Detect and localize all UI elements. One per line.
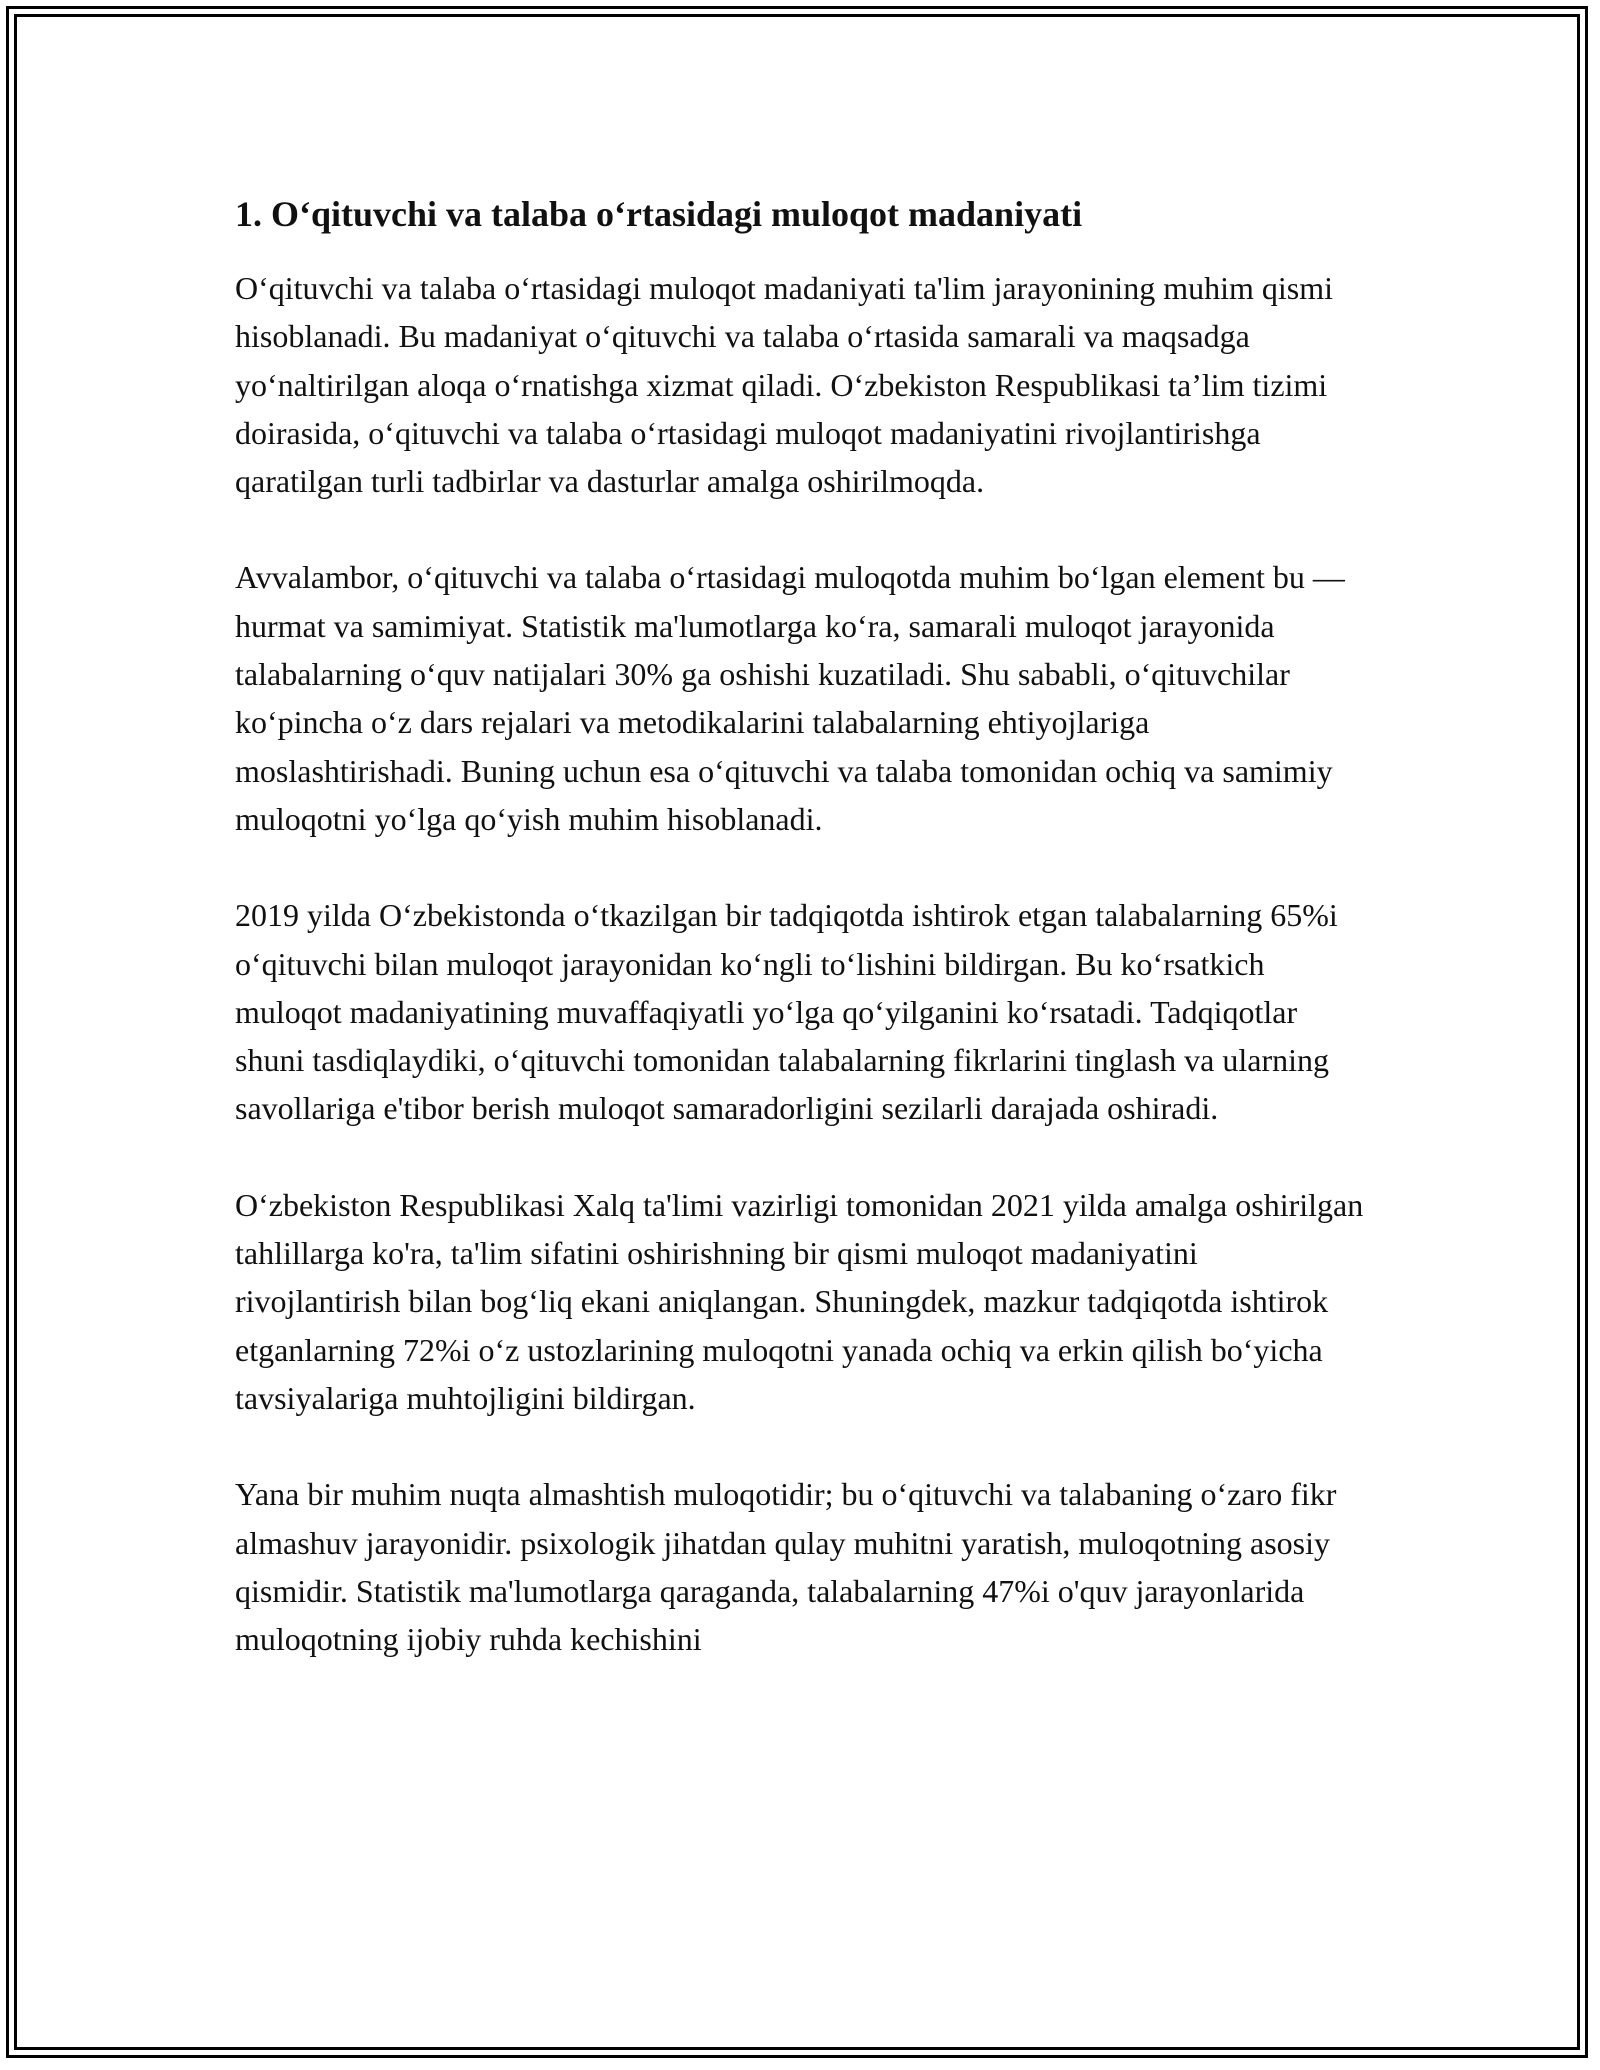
paragraph-5: Yana bir muhim nuqta almashtish muloqotidir; bu o‘qituvchi va talabaning o‘zaro fikr almashuv jarayonidir. psixologik jihatdan qulay muhitni yaratish, muloqotning asosiy qismidir. Statistik ma'lumotlarga qaraganda, talabalarning 47%i o'quv jarayonlarida muloqotning ijobiy ruhda kechishini <box>235 1476 1337 1658</box>
document-body <box>235 190 1370 1711</box>
paragraph-1: O‘qituvchi va talaba o‘rtasidagi muloqot madaniyati ta'lim jarayonining muhim qismi hisoblanadi. Bu madaniyat o‘qituvchi va talaba o‘rtasida samarali va maqsadga yo‘naltirilgan aloqa o‘rnatishga xizmat qiladi. O‘zbekiston Respublikasi ta’lim tizimi doirasida, o‘qituvchi va talaba o‘rtasidagi muloqot madaniyatini rivojlantirishga qaratilgan turli tadbirlar va dasturlar amalga oshirilmoqda. <box>235 270 1333 500</box>
paragraph-2: Avvalambor, o‘qituvchi va talaba o‘rtasidagi muloqotda muhim bo‘lgan element bu — hurmat va samimiyat. Statistik ma'lumotlarga ko‘ra, samarali muloqot jarayonida talabalarning o‘quv natijalari 30% ga oshishi kuzatiladi. Shu sababli, o‘qituvchilar ko‘pincha o‘z dars rejalari va metodikalarini talabalarning ehtiyojlariga moslashtirishadi. Buning uchun esa o‘qituvchi va talaba tomonidan ochiq va samimiy muloqotni yo‘lga qo‘yish muhim hisoblanadi. <box>235 559 1345 837</box>
section-heading: 1. O‘qituvchi va talaba o‘rtasidagi muloqot madaniyati <box>235 194 1083 234</box>
paragraph-4: O‘zbekiston Respublikasi Xalq ta'limi vazirligi tomonidan 2021 yilda amalga oshirilgan tahlillarga ko'ra, ta'lim sifatini oshirishning bir qismi muloqot madaniyatini rivojlantirish bilan bog‘liq ekani aniqlangan. Shuningdek, mazkur tadqiqotda ishtirok etganlarning 72%i o‘z ustozlarining muloqotni yanada ochiq va erkin qilish bo‘yicha tavsiyalariga muhtojligini bildirgan. <box>235 1186 1364 1416</box>
paragraph-3: 2019 yilda O‘zbekistonda o‘tkazilgan bir tadqiqotda ishtirok etgan talabalarning 65%i o‘qituvchi bilan muloqot jarayonidan ko‘ngli to‘lishini bildirgan. Bu ko‘rsatkich muloqot madaniyatining muvaffaqiyatli yo‘lga qo‘yilganini ko‘rsatadi. Tadqiqotlar shuni tasdiqlaydiki, o‘qituvchi tomonidan talabalarning fikrlarini tinglash va ularning savollariga e'tibor berish muloqot samaradorligini sezilarli darajada oshiradi. <box>235 897 1338 1127</box>
